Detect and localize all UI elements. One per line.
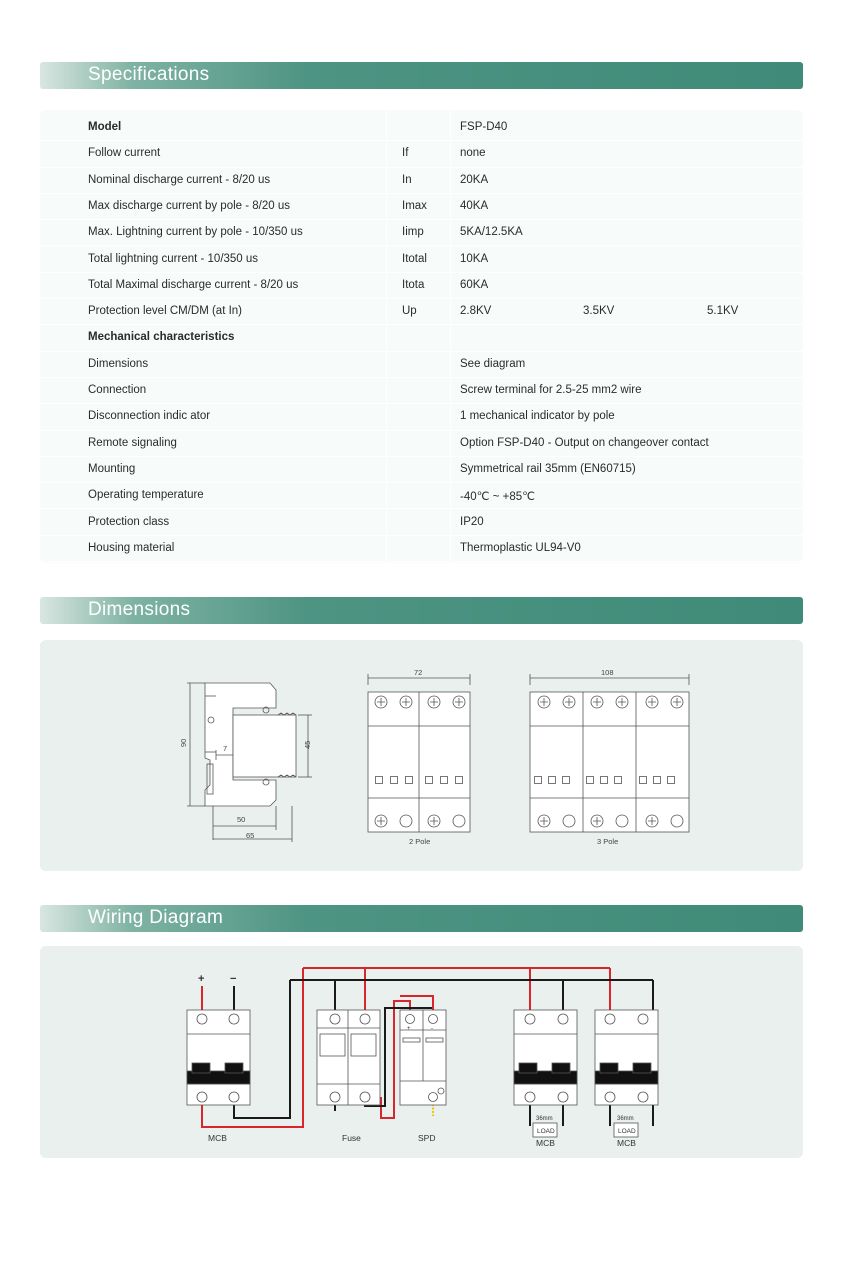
spec-row xyxy=(40,272,803,299)
spec-row xyxy=(40,482,803,509)
wiring-title: Wiring Diagram xyxy=(88,907,224,928)
negative-label: − xyxy=(230,973,237,985)
spd-label: SPD xyxy=(418,1133,436,1143)
spec-sym: In xyxy=(402,173,412,186)
spec-row xyxy=(40,114,803,141)
spec-val: 1 mechanical indicator by pole xyxy=(460,410,615,423)
spec-name: Protection level CM/DM (at In) xyxy=(88,305,243,318)
mcb-label: MCB xyxy=(208,1133,227,1143)
spec-row xyxy=(40,298,803,325)
spec-row xyxy=(40,403,803,430)
spec-row xyxy=(40,456,803,483)
spec-row xyxy=(40,193,803,220)
spec-val: 10KA xyxy=(460,252,489,265)
spec-val: -40℃ ~ +85℃ xyxy=(460,491,536,504)
spec-name: Protection class xyxy=(88,515,170,528)
dimensions-drawing xyxy=(40,640,803,871)
wiring-panel xyxy=(40,946,803,1158)
spec-val: 5KA/12.5KA xyxy=(460,226,523,239)
spec-sym: Itotal xyxy=(402,252,427,265)
spec-name: Mounting xyxy=(88,462,136,475)
spec-name: Model xyxy=(88,121,122,133)
dim-height-label: 90 xyxy=(179,738,188,747)
spec-val: IP20 xyxy=(460,515,484,528)
terminal-screw xyxy=(671,815,683,827)
fuse-label: Fuse xyxy=(342,1133,361,1143)
side-view-drawing xyxy=(187,683,312,842)
terminal-screw xyxy=(563,815,575,827)
spec-row xyxy=(40,324,803,351)
spec-val: Option FSP-D40 - Output on changeover contact xyxy=(460,436,709,449)
dimensions-panel xyxy=(40,640,803,871)
spec-row xyxy=(40,430,803,457)
spec-row xyxy=(40,535,803,562)
spec-val: Thermoplastic UL94-V0 xyxy=(460,541,581,554)
terminal-screw xyxy=(400,815,412,827)
spec-name: Max discharge current by pole - 8/20 us xyxy=(88,199,290,212)
wiring-header xyxy=(40,905,803,932)
spec-row xyxy=(40,246,803,273)
dim-three-pole-width: 108 xyxy=(601,668,614,677)
spec-name: Follow current xyxy=(88,147,161,160)
spec-val: FSP-D40 xyxy=(460,121,508,133)
spec-row xyxy=(40,509,803,536)
load-mcb-label-1: MCB xyxy=(536,1138,555,1148)
dim-depth2-label: 65 xyxy=(246,831,255,840)
spec-val: Symmetrical rail 35mm (EN60715) xyxy=(460,462,636,475)
spec-name: Housing material xyxy=(88,541,175,554)
spec-sym: Up xyxy=(402,305,417,318)
spec-v2: 3.5KV xyxy=(583,305,615,318)
spec-name: Remote signaling xyxy=(88,436,177,449)
dimensions-header xyxy=(40,597,803,624)
spec-val: 40KA xyxy=(460,199,489,212)
load-mm-label-1: 36mm xyxy=(536,1116,553,1122)
specifications-header xyxy=(40,62,803,89)
dim-two-pole-width: 72 xyxy=(414,668,423,677)
terminal-screw xyxy=(453,815,465,827)
spec-sym: Iimp xyxy=(402,226,424,239)
specifications-title: Specifications xyxy=(88,64,210,85)
spec-name: Connection xyxy=(88,384,147,396)
load-mm-label-2: 36mm xyxy=(617,1116,634,1122)
dimensions-title: Dimensions xyxy=(88,599,191,620)
load-mcb-label-2: MCB xyxy=(617,1138,636,1148)
spec-v3: 5.1KV xyxy=(707,305,739,318)
positive-label: + xyxy=(198,973,205,985)
spec-val: none xyxy=(460,147,486,160)
spec-val: See diagram xyxy=(460,357,526,370)
spec-name: Total Maximal discharge current - 8/20 us xyxy=(88,278,299,291)
spec-name: Operating temperature xyxy=(88,489,204,502)
spec-name: Nominal discharge current - 8/20 us xyxy=(88,173,271,186)
spec-val: 60KA xyxy=(460,278,489,291)
specifications-table xyxy=(40,110,803,563)
spec-row xyxy=(40,140,803,167)
spec-sym: If xyxy=(402,147,409,160)
load-label-1: LOAD xyxy=(537,1128,555,1135)
spec-val: 20KA xyxy=(460,173,489,186)
spec-row xyxy=(40,219,803,246)
dim-inner-height-label: 45 xyxy=(303,740,312,749)
wiring-drawing xyxy=(40,946,803,1158)
spec-row xyxy=(40,167,803,194)
dim-depth1-label: 50 xyxy=(237,815,246,824)
spec-name: Mechanical characteristics xyxy=(88,331,235,344)
three-pole-caption: 3 Pole xyxy=(597,837,619,846)
spec-val: Screw terminal for 2.5-25 mm2 wire xyxy=(460,384,642,396)
spd-device xyxy=(400,1010,446,1105)
spd-plus-label: + xyxy=(407,1026,411,1032)
two-pole-caption: 2 Pole xyxy=(409,837,431,846)
spec-name: Total lightning current - 10/350 us xyxy=(88,252,259,265)
mcb-main xyxy=(187,1010,250,1105)
spec-name: Dimensions xyxy=(88,357,149,370)
three-pole-drawing xyxy=(530,674,689,832)
terminal-screw xyxy=(616,815,628,827)
fuse-holder xyxy=(317,1010,380,1105)
spec-val: 2.8KV xyxy=(460,305,492,318)
dim-offset-label: 7 xyxy=(223,744,228,753)
spec-row xyxy=(40,351,803,378)
spec-sym: Imax xyxy=(402,199,427,212)
spec-sym: Itota xyxy=(402,278,425,291)
spec-name: Max. Lightning current by pole - 10/350 us xyxy=(88,226,303,239)
load-label-2: LOAD xyxy=(618,1128,636,1135)
spec-row xyxy=(40,377,803,404)
spd-minus-label: - xyxy=(431,1026,433,1032)
spec-name: Disconnection indic ator xyxy=(88,410,211,423)
